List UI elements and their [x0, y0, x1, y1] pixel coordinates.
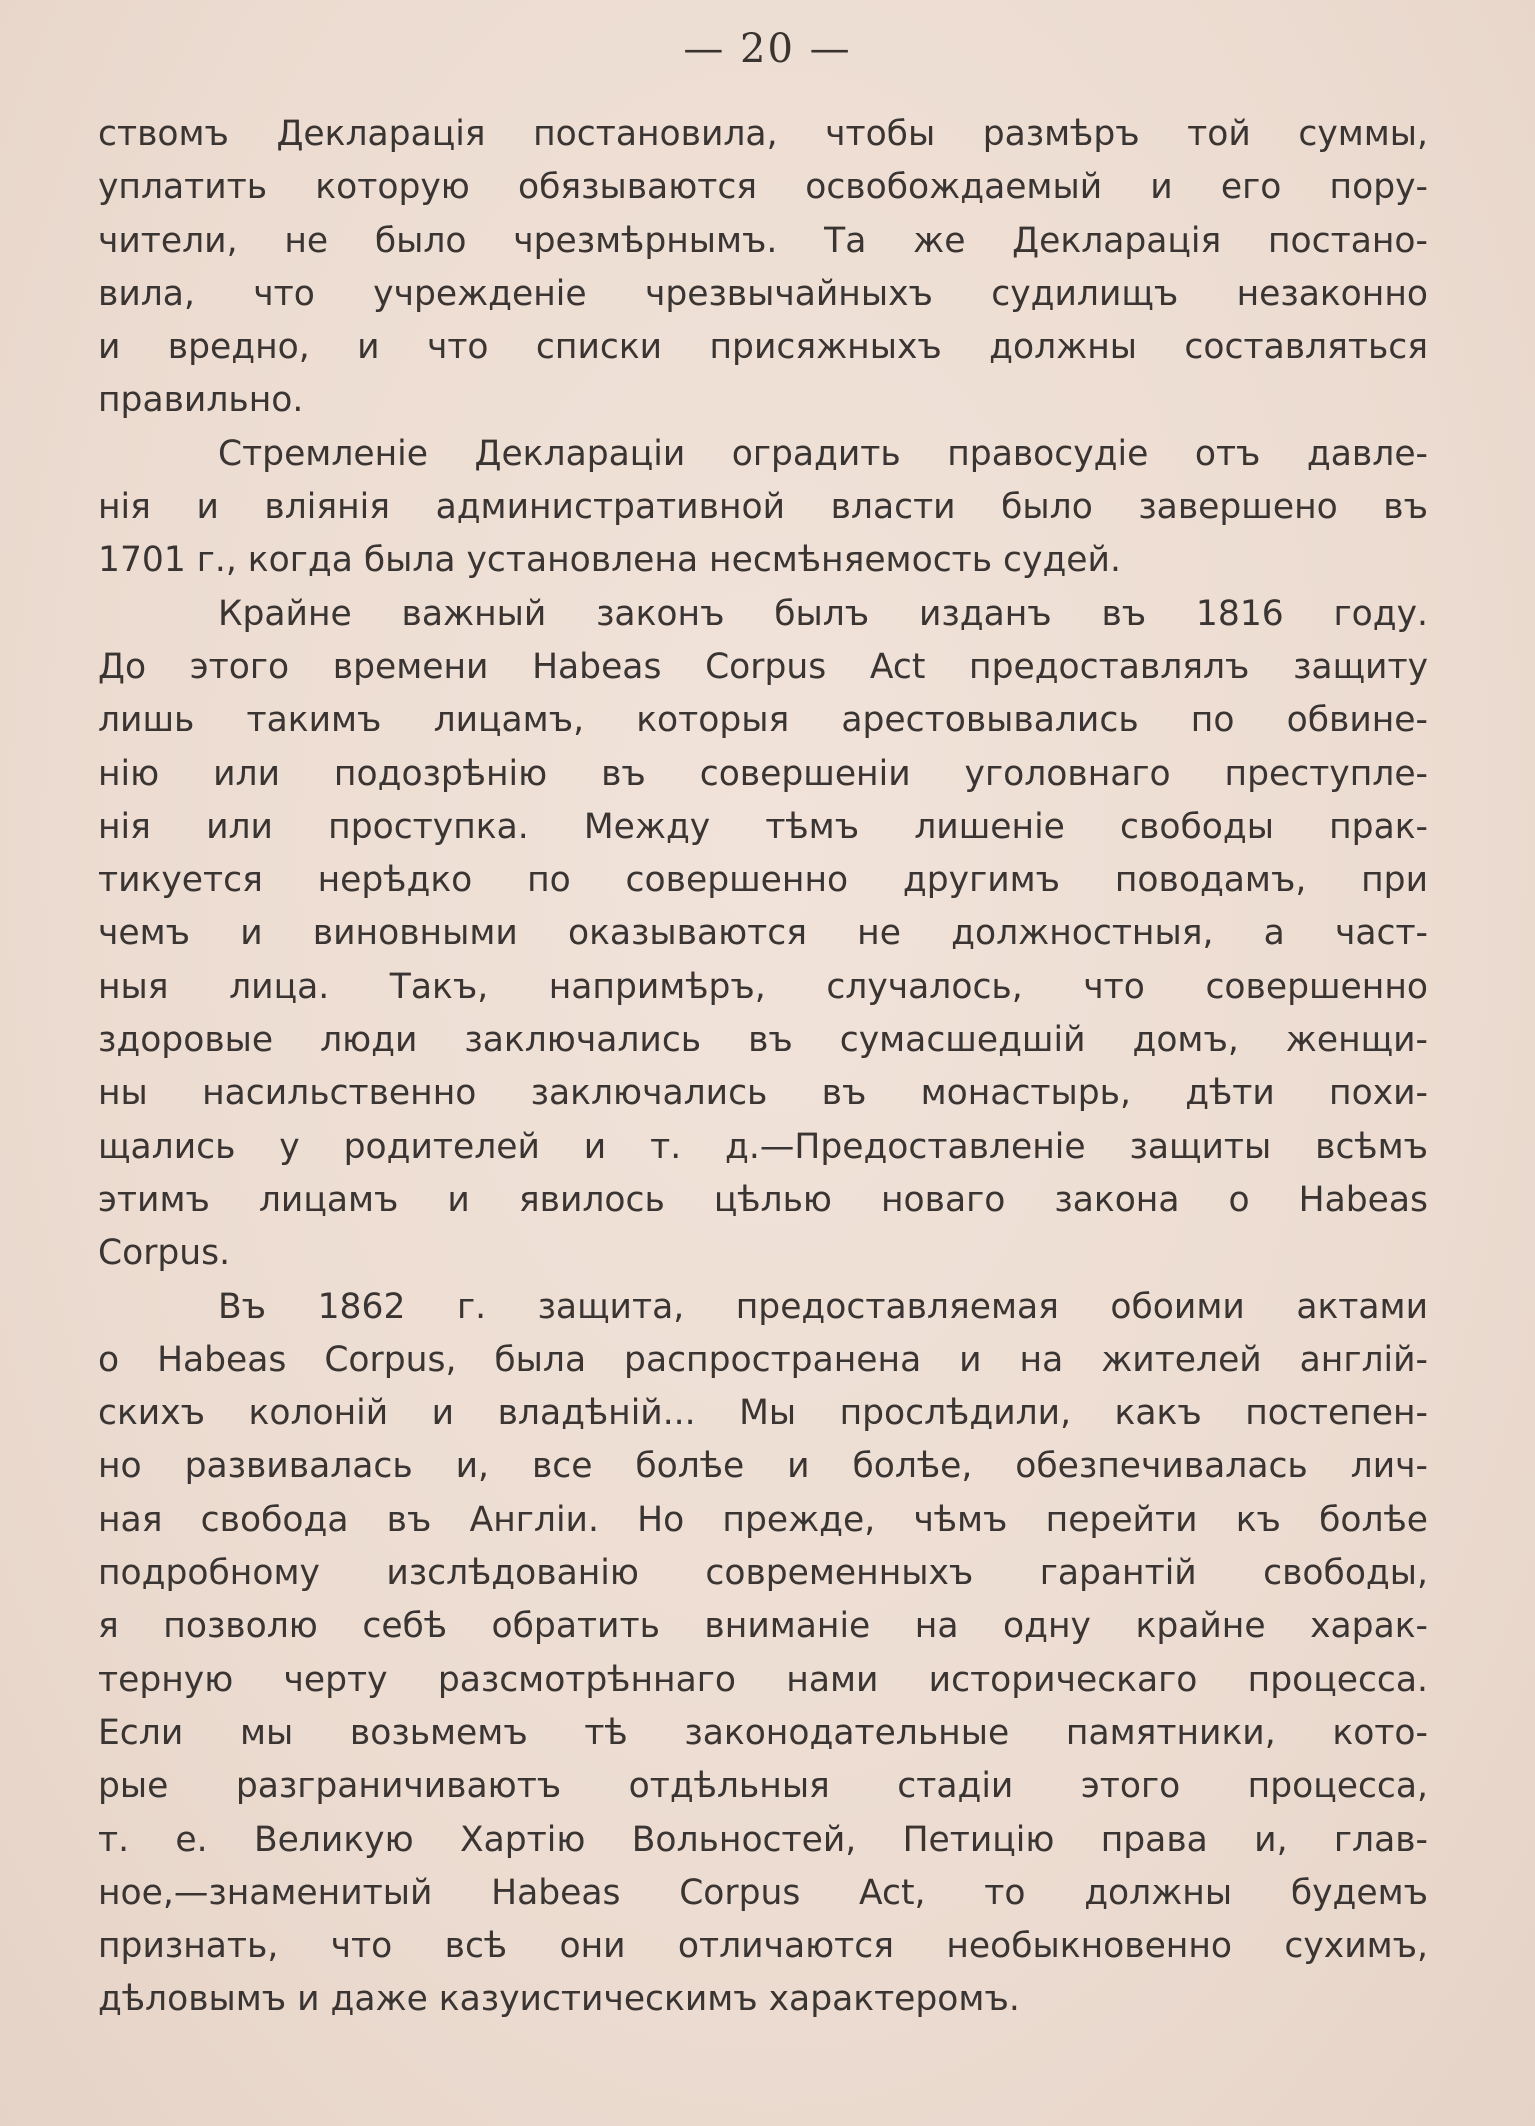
text-line: о Habeas Corpus, была распространена и на жителей англій- — [98, 1339, 1428, 1380]
text-line: уплатить которую обязываются освобождаемый и его пору- — [98, 167, 1428, 208]
text-line: т. е. Великую Хартію Вольностей, Петицію права и, глав- — [98, 1819, 1428, 1860]
text-line: дѣловымъ и даже казуистическимъ характеромъ. — [98, 1979, 1020, 2020]
text-line: я позволю себѣ обратить вниманіе на одну крайне харак- — [98, 1606, 1428, 1647]
text-line: нія или проступка. Между тѣмъ лишеніе свободы прак- — [98, 806, 1428, 847]
paragraph — [98, 1281, 1428, 2027]
text-line: Если мы возьмемъ тѣ законодательные памятники, кото- — [98, 1712, 1428, 1753]
text-line: правильно. — [98, 380, 304, 421]
text-line: терную черту разсмотрѣннаго нами историческаго процесса. — [98, 1659, 1428, 1700]
text-line: чители, не было чрезмѣрнымъ. Та же Декларація постано- — [98, 220, 1428, 261]
text-line: Corpus. — [98, 1233, 231, 1274]
text-line: чемъ и виновными оказываются не должностныя, а част- — [98, 913, 1428, 954]
text-line: рые разграничиваютъ отдѣльныя стадіи этого процесса, — [98, 1766, 1428, 1807]
paragraph — [98, 108, 1428, 428]
text-line: Въ 1862 г. защита, предоставляемая обоими актами — [218, 1286, 1428, 1327]
text-line: До этого времени Habeas Corpus Act предоставлялъ защиту — [98, 646, 1428, 687]
text-line: Крайне важный законъ былъ изданъ въ 1816 году. — [218, 593, 1428, 634]
text-line: но развивалась и, все болѣе и болѣе, обезпечивалась лич- — [98, 1446, 1428, 1487]
text-line: ное,—знаменитый Habeas Corpus Act, то должны будемъ — [98, 1872, 1428, 1913]
text-line: ны насильственно заключались въ монастырь, дѣти похи- — [98, 1073, 1428, 1114]
text-line: ная свобода въ Англіи. Но прежде, чѣмъ перейти къ болѣе — [98, 1499, 1428, 1540]
paragraph — [98, 428, 1428, 588]
text-line: и вредно, и что списки присяжныхъ должны составляться — [98, 327, 1428, 368]
page-number: — 20 — — [683, 26, 852, 72]
text-line: Стремленіе Деклараціи оградить правосудіе отъ давле- — [218, 433, 1428, 474]
text-line: 1701 г., когда была установлена несмѣняемость судей. — [98, 540, 1121, 581]
text-line: ныя лица. Такъ, напримѣръ, случалось, что совершенно — [98, 966, 1428, 1007]
text-line: ствомъ Декларація постановила, чтобы размѣръ той суммы, — [98, 114, 1428, 154]
text-line: признать, что всѣ они отличаются необыкновенно сухимъ, — [98, 1926, 1428, 1967]
text-line: подробному изслѣдованію современныхъ гарантій свободы, — [98, 1553, 1428, 1594]
paragraph — [98, 588, 1428, 1281]
text-line: лишь такимъ лицамъ, которыя арестовывались по обвине- — [98, 700, 1428, 741]
text-line: тикуется нерѣдко по совершенно другимъ поводамъ, при — [98, 860, 1428, 901]
text-line: скихъ колоній и владѣній... Мы прослѣдили, какъ постепен- — [98, 1393, 1428, 1434]
text-line: щались у родителей и т. д.—Предоставленіе защиты всѣмъ — [98, 1126, 1428, 1167]
text-line: нія и вліянія административной власти было завершено въ — [98, 487, 1428, 528]
body-text — [98, 108, 1428, 2027]
text-line: этимъ лицамъ и явилось цѣлью новаго закона о Habeas — [98, 1179, 1428, 1220]
text-line: нію или подозрѣнію въ совершеніи уголовнаго преступле- — [98, 753, 1428, 794]
text-line: здоровые люди заключались въ сумасшедшій домъ, женщи- — [98, 1020, 1428, 1061]
text-line: вила, что учрежденіе чрезвычайныхъ судилищъ незаконно — [98, 273, 1428, 314]
